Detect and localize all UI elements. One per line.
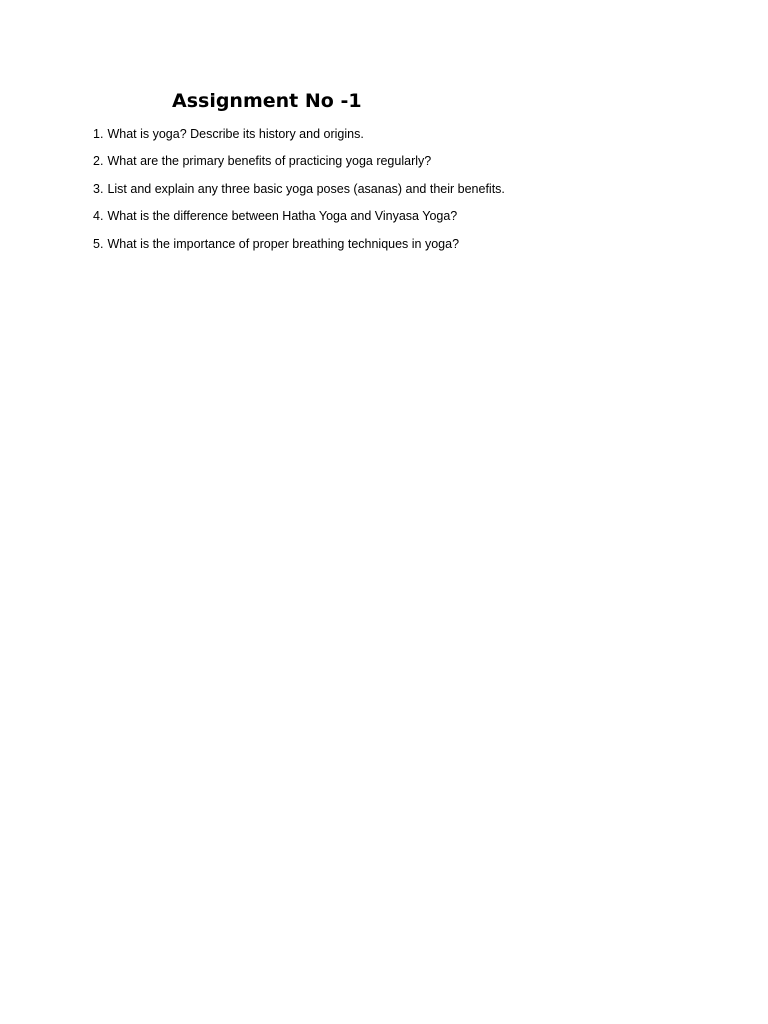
question-item-1	[93, 124, 505, 151]
question-item-3	[93, 179, 505, 206]
question-text: List and explain any three basic yoga poses (asanas) and their benefits.	[107, 181, 505, 196]
assignment-title: Assignment No -1	[172, 90, 362, 112]
question-item-5	[93, 234, 505, 261]
question-number: 5.	[93, 236, 104, 251]
question-text: What is the importance of proper breathing techniques in yoga?	[107, 236, 460, 251]
question-text: What is the difference between Hatha Yoga and Vinyasa Yoga?	[107, 209, 458, 224]
question-text: What is yoga? Describe its history and origins.	[107, 127, 364, 141]
question-item-2	[93, 151, 505, 178]
question-list	[93, 124, 505, 261]
question-number: 1.	[93, 127, 104, 141]
question-text: What are the primary benefits of practicing yoga regularly?	[107, 154, 432, 169]
question-item-4	[93, 206, 505, 233]
question-number: 2.	[93, 154, 104, 169]
question-number: 4.	[93, 209, 104, 224]
question-number: 3.	[93, 181, 104, 196]
